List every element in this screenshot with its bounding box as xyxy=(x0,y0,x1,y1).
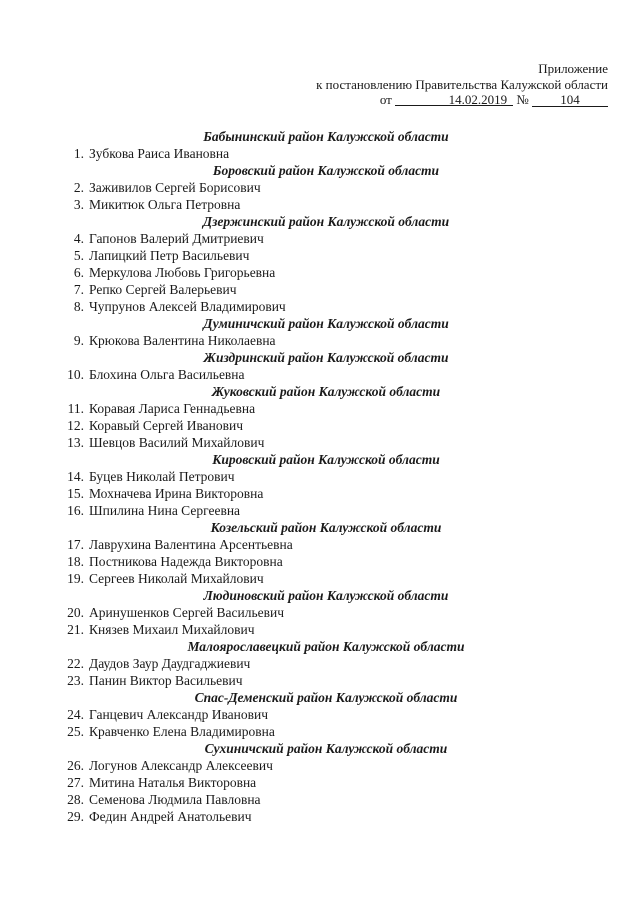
list-item xyxy=(0,655,640,672)
list-item xyxy=(0,179,640,196)
list-item xyxy=(0,281,640,298)
list-item xyxy=(0,196,640,213)
person-name: Князев Михаил Михайлович xyxy=(89,622,255,637)
item-number: 22. xyxy=(67,656,84,671)
item-number: 19. xyxy=(67,571,84,586)
item-number: 9. xyxy=(73,333,84,348)
item-number: 12. xyxy=(67,418,84,433)
list-item xyxy=(0,570,640,587)
district-heading: Жуковский район Калужской области xyxy=(211,384,441,399)
person-name: Мохначева Ирина Викторовна xyxy=(89,486,264,501)
list-item xyxy=(0,774,640,791)
item-number: 14. xyxy=(67,469,84,484)
list-item xyxy=(0,604,640,621)
district-heading: Козельский район Калужской области xyxy=(210,520,442,535)
list-item xyxy=(0,230,640,247)
person-name: Зубкова Раиса Ивановна xyxy=(89,146,230,161)
item-number: 8. xyxy=(73,299,84,314)
list-item xyxy=(0,502,640,519)
list-item xyxy=(0,791,640,808)
item-number: 7. xyxy=(73,282,84,297)
person-name: Аринушенков Сергей Васильевич xyxy=(89,605,285,620)
appendix-label: Приложение xyxy=(538,61,608,76)
person-name: Семенова Людмила Павловна xyxy=(89,792,261,807)
list-item xyxy=(0,808,640,825)
list-item xyxy=(0,706,640,723)
item-number: 5. xyxy=(73,248,84,263)
list-item xyxy=(0,468,640,485)
person-name: Лаврухина Валентина Арсентьевна xyxy=(89,537,293,552)
item-number: 29. xyxy=(67,809,84,824)
list-item xyxy=(0,417,640,434)
list-item xyxy=(0,434,640,451)
resolution-date-number xyxy=(380,92,608,108)
list-item xyxy=(0,485,640,502)
list-item xyxy=(0,400,640,417)
item-number: 23. xyxy=(67,673,84,688)
person-name: Меркулова Любовь Григорьевна xyxy=(89,265,276,280)
person-name: Кравченко Елена Владимировна xyxy=(89,724,275,739)
person-name: Ганцевич Александр Иванович xyxy=(89,707,269,722)
district-heading: Спас-Деменский район Калужской области xyxy=(194,690,458,705)
list-item xyxy=(0,247,640,264)
list-item xyxy=(0,264,640,281)
item-number: 2. xyxy=(73,180,84,195)
district-heading: Дзержинский район Калужской области xyxy=(202,214,450,229)
list-item xyxy=(0,672,640,689)
list-item xyxy=(0,332,640,349)
list-item xyxy=(0,145,640,162)
item-number: 15. xyxy=(67,486,84,501)
item-number: 6. xyxy=(73,265,84,280)
district-list xyxy=(0,128,640,825)
person-name: Шевцов Василий Михайлович xyxy=(89,435,265,450)
item-number: 16. xyxy=(67,503,84,518)
person-name: Репко Сергей Валерьевич xyxy=(89,282,237,297)
person-name: Постникова Надежда Викторовна xyxy=(89,554,283,569)
district-heading: Малоярославецкий район Калужской области xyxy=(187,639,465,654)
person-name: Панин Виктор Васильевич xyxy=(89,673,243,688)
item-number: 25. xyxy=(67,724,84,739)
district-heading: Кировский район Калужской области xyxy=(212,452,440,467)
person-name: Крюкова Валентина Николаевна xyxy=(89,333,276,348)
person-name: Буцев Николай Петрович xyxy=(89,469,235,484)
item-number: 21. xyxy=(67,622,84,637)
item-number: 27. xyxy=(67,775,84,790)
district-heading: Людиновский район Калужской области xyxy=(203,588,449,603)
person-name: Заживилов Сергей Борисович xyxy=(89,180,261,195)
item-number: 1. xyxy=(73,146,84,161)
item-number: 28. xyxy=(67,792,84,807)
person-name: Микитюк Ольга Петровна xyxy=(89,197,241,212)
date-prefix: от xyxy=(379,92,392,107)
person-name: Чупрунов Алексей Владимирович xyxy=(89,299,286,314)
district-heading: Жиздринский район Калужской области xyxy=(203,350,449,365)
item-number: 11. xyxy=(67,401,84,416)
item-number: 20. xyxy=(67,605,84,620)
person-name: Шпилина Нина Сергеевна xyxy=(89,503,241,518)
person-name: Митина Наталья Викторовна xyxy=(89,775,257,790)
list-item xyxy=(0,366,640,383)
resolution-reference: к постановлению Правительства Калужской области xyxy=(316,77,608,92)
item-number: 3. xyxy=(73,197,84,212)
person-name: Коравый Сергей Иванович xyxy=(89,418,244,433)
item-number: 18. xyxy=(67,554,84,569)
district-heading: Сухиничский район Калужской области xyxy=(204,741,448,756)
list-item xyxy=(0,757,640,774)
person-name: Лапицкий Петр Васильевич xyxy=(89,248,250,263)
list-item xyxy=(0,723,640,740)
person-name: Федин Андрей Анатольевич xyxy=(89,809,252,824)
list-item xyxy=(0,298,640,315)
item-number: 26. xyxy=(67,758,84,773)
item-number: 10. xyxy=(67,367,84,382)
district-heading: Бабынинский район Калужской области xyxy=(203,129,449,144)
item-number: 24. xyxy=(67,707,84,722)
person-name: Логунов Александр Алексеевич xyxy=(89,758,273,773)
resolution-number: 104 xyxy=(532,93,608,107)
person-name: Сергеев Николай Михайлович xyxy=(89,571,264,586)
person-name: Гапонов Валерий Дмитриевич xyxy=(89,231,264,246)
list-item xyxy=(0,553,640,570)
number-sign: № xyxy=(516,92,529,107)
person-name: Блохина Ольга Васильевна xyxy=(89,367,245,382)
person-name: Коравая Лариса Геннадьевна xyxy=(89,401,256,416)
resolution-date: 14.02.2019 xyxy=(395,93,513,106)
list-item xyxy=(0,536,640,553)
district-heading: Думиничский район Калужской области xyxy=(203,316,449,331)
district-heading: Боровский район Калужской области xyxy=(212,163,440,178)
item-number: 13. xyxy=(67,435,84,450)
list-item xyxy=(0,621,640,638)
item-number: 4. xyxy=(73,231,84,246)
item-number: 17. xyxy=(67,537,84,552)
person-name: Даудов Заур Даудгаджиевич xyxy=(89,656,251,671)
